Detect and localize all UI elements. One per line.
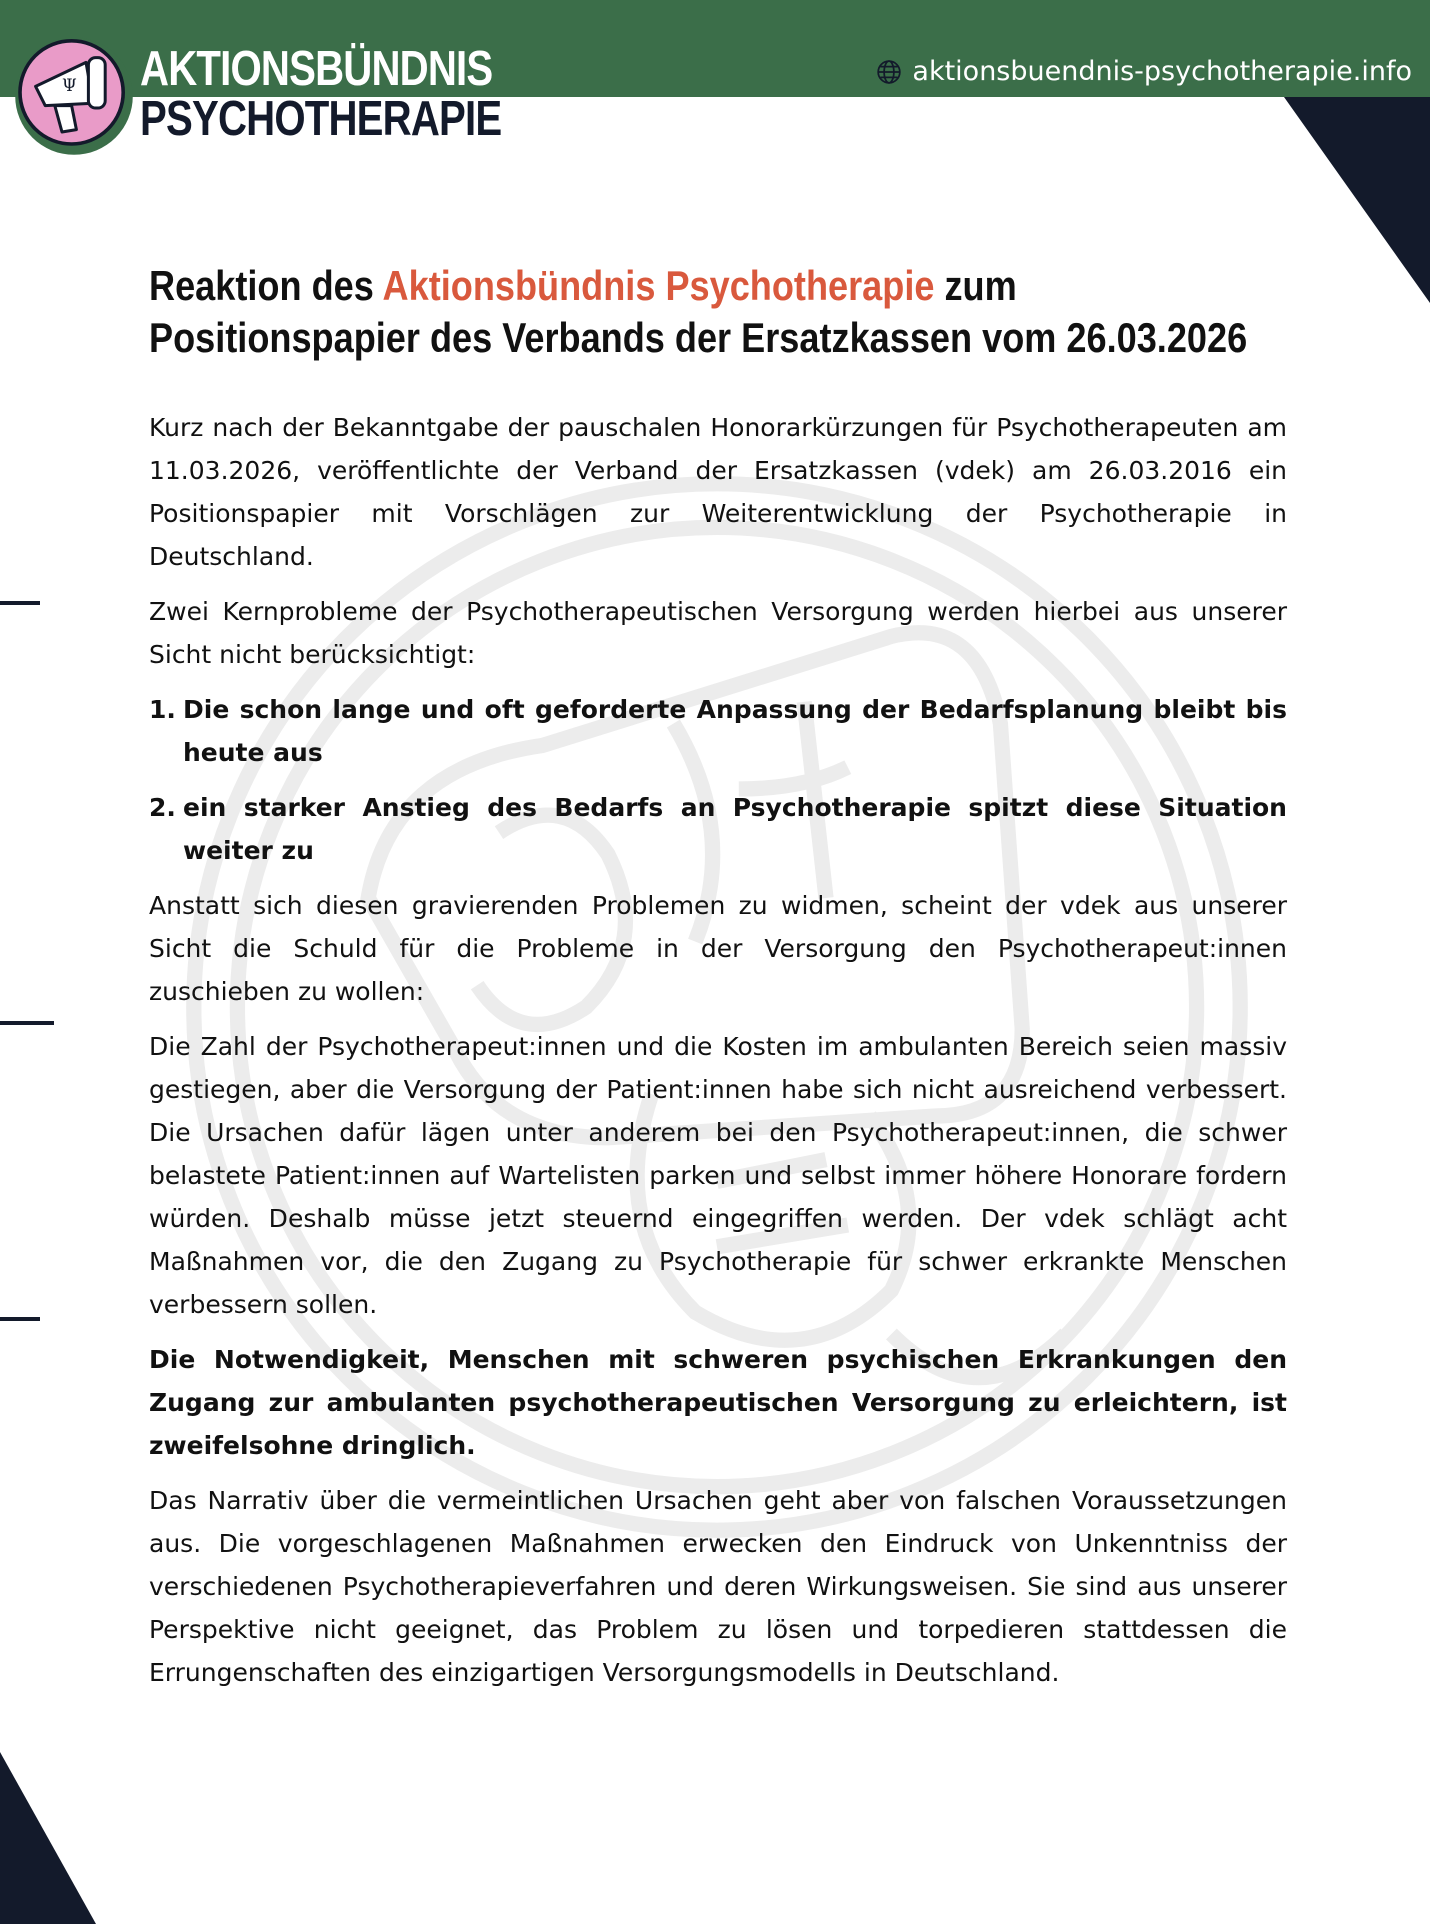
margin-mark bbox=[0, 601, 40, 605]
brand-wordmark bbox=[140, 44, 501, 144]
corner-decoration-top-right bbox=[1284, 97, 1430, 303]
paragraph-conclusion: Das Narrativ über die vermeintlichen Ursachen geht aber von falschen Voraussetzungen aus. Die vorgeschlagenen Maßnahmen erwecken den Eindruck von Unkenntniss der verschiedenen Psychotherapieverfahren und deren Wirkungsweisen. Sie sind aus unserer Perspektive nicht geeignet, das Problem zu lösen und torpedieren stattdessen die Errungenschaften des einzigartigen Versorgungsmodells in Deutschland. bbox=[149, 1486, 1287, 1687]
paragraph-core-problems: Zwei Kernprobleme der Psychotherapeutischen Versorgung werden hierbei aus unserer Sicht nicht berücksichtigt: bbox=[149, 597, 1287, 669]
title-highlight: Aktionsbündnis Psychotherapie bbox=[382, 262, 935, 309]
list-item-number: 2. bbox=[149, 793, 176, 822]
website-link[interactable] bbox=[876, 56, 1412, 87]
document-body bbox=[149, 260, 1287, 1706]
list-item-number: 1. bbox=[149, 695, 176, 724]
logo-badge bbox=[14, 36, 134, 156]
margin-mark bbox=[0, 1021, 54, 1025]
paragraph-blame: Anstatt sich diesen gravierenden Problemen zu widmen, scheint der vdek aus unserer Sicht die Schuld für die Probleme in der Versorgung den Psychotherapeut:innen zuschieben zu wollen: bbox=[149, 891, 1287, 1006]
paragraph-emphasis: Die Notwendigkeit, Menschen mit schweren psychischen Erkrankungen den Zugang zur ambulanten psychotherapeutischen Versorgung zu erleichtern, ist zweifelsohne dringlich. bbox=[149, 1345, 1287, 1460]
list-item-text: ein starker Anstieg des Bedarfs an Psychotherapie spitzt diese Situation weiter zu bbox=[183, 793, 1287, 865]
corner-decoration-bottom-left bbox=[0, 1752, 96, 1924]
list-item bbox=[149, 688, 1287, 774]
document-title bbox=[149, 260, 1287, 364]
paragraph-intro: Kurz nach der Bekanntgabe der pauschalen Honorarkürzungen für Psychotherapeuten am 11.03.2026, veröffentlichte der Verband der Ersatzkassen (vdek) am 26.03.2016 ein Positionspapier mit Vorschlägen zur Weiterentwicklung der Psychotherapie in Deutschland. bbox=[149, 413, 1287, 571]
brand-line-1: AKTIONSBÜNDNIS bbox=[140, 42, 493, 96]
globe-icon bbox=[876, 59, 902, 85]
title-part-1: Reaktion des bbox=[149, 262, 383, 309]
website-url: aktionsbuendnis-psychotherapie.info bbox=[912, 56, 1412, 87]
list-item bbox=[149, 786, 1287, 872]
title-part-2: zum Positionspapier des Verbands der Ersatzkassen vom 26.03.2026 bbox=[149, 262, 1248, 361]
brand-line-2: PSYCHOTHERAPIE bbox=[140, 92, 502, 146]
margin-mark bbox=[0, 1317, 40, 1321]
svg-text:Ψ: Ψ bbox=[62, 75, 77, 96]
paragraph-vdek-claims: Die Zahl der Psychotherapeut:innen und die Kosten im ambulanten Bereich seien massiv gestiegen, aber die Versorgung der Patient:innen habe sich nicht ausreichend verbessert. Die Ursachen dafür lägen unter anderem bei den Psychotherapeut:innen, die schwer belastete Patient:innen auf Wartelisten parken und selbst immer höhere Honorare fordern würden. Deshalb müsse jetzt steuernd eingegriffen werden. Der vdek schlägt acht Maßnahmen vor, die den Zugang zu Psychotherapie für schwer erkrankte Menschen verbessern sollen. bbox=[149, 1032, 1287, 1319]
core-problems-list bbox=[149, 688, 1287, 872]
list-item-text: Die schon lange und oft geforderte Anpassung der Bedarfsplanung bleibt bis heute aus bbox=[183, 695, 1287, 767]
